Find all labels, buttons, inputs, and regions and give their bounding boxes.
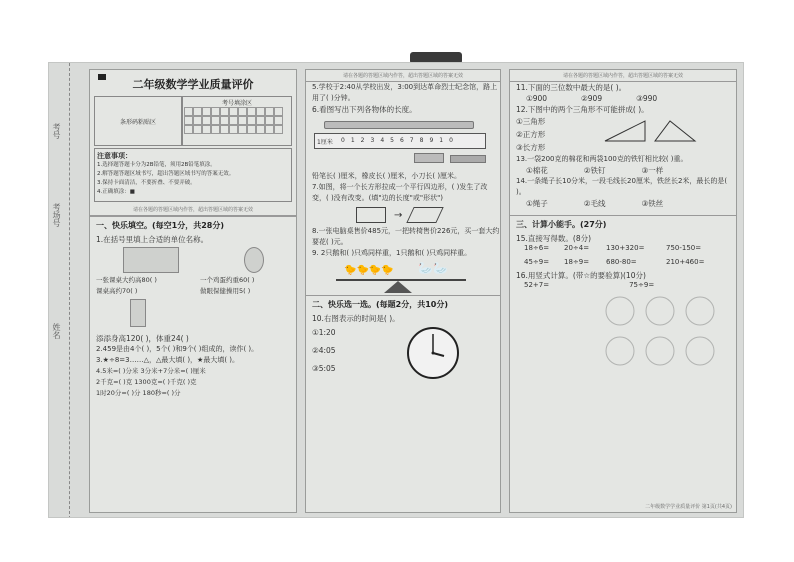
notes-box — [94, 148, 292, 202]
question-9: 9. 2只鹅和( )只鸡同样重，1只鹅和( )只鸡同样重。 — [312, 249, 472, 257]
eraser-image — [414, 153, 444, 163]
section-1-heading: 一、快乐填空。(每空1分，共28分) — [90, 216, 296, 234]
answer-area-note: 请在各题的答题区域内作答，超出答题区域的答案无效 — [90, 204, 296, 216]
page-footer: 二年级数学学业质量评价 第1页(共4页) — [645, 504, 732, 510]
question-2: 2.459是由4个( )，5个( )和9个( )组成的，读作( )。 — [96, 345, 259, 353]
margin-name: 姓名 — [52, 323, 61, 339]
margin-kaohao: 考号 — [52, 123, 61, 139]
calc-item: 130+320= — [606, 244, 645, 252]
column-3 — [509, 69, 737, 513]
calc-item: 750-150= — [666, 244, 702, 252]
question-7: 7.如图，将一个长方形拉成一个平行四边形，( )发生了改变，( )没有改变。(填"边的长度"或"形状") — [312, 183, 488, 202]
q10-option-2[interactable]: ②4:05 — [312, 346, 336, 355]
triangles-figure — [600, 115, 700, 145]
kaohao-label: 考号填涂区 — [221, 100, 252, 107]
goose-icons: 🦢🦢 — [418, 261, 448, 275]
question-1a: 一张课桌大约高80( ) — [96, 276, 157, 284]
ruler-figure — [314, 117, 492, 169]
calc-item: 680-80= — [606, 258, 637, 266]
clock-icon — [406, 326, 460, 380]
question-1d: 做眼保健操用5( ) — [200, 287, 251, 295]
question-11: 11.下面的三位数中最大的是( )。 — [516, 83, 627, 92]
q14-option-1[interactable]: ①绳子 — [526, 199, 548, 208]
margin-kaochang: 考场号 — [52, 203, 61, 227]
question-13: 13.一袋200克的棉花和两袋100克的铁钉相比较( )重。 — [516, 155, 688, 163]
question-15: 15.直接写得数。(8分) — [516, 234, 592, 243]
q12-option-2[interactable]: ②正方形 — [516, 130, 546, 139]
egg-image — [244, 247, 264, 273]
question-1b: 一个鸡蛋约重60( ) — [200, 276, 255, 284]
ruler-unit-label: 1厘米 — [317, 139, 333, 146]
question-4b: 2千克=( )克 1300克=( )千克( )克 — [96, 378, 197, 386]
ruler — [314, 133, 486, 149]
question-10: 10.右图表示的时间是( )。 — [312, 314, 400, 323]
ruler-ticks: 012345678910 — [341, 137, 459, 144]
question-16: 16.用竖式计算。(带☆的要验算)(10分) — [516, 271, 646, 280]
question-1c: 课桌高约70( ) — [96, 287, 138, 295]
faint-clocks — [510, 289, 736, 379]
column-2 — [305, 69, 501, 513]
arrow-icon: → — [394, 209, 403, 221]
q11-option-2[interactable]: ②909 — [581, 94, 603, 103]
q14-option-3[interactable]: ③铁丝 — [641, 199, 664, 208]
calc-item: 18÷9= — [564, 258, 590, 266]
q14-option-2[interactable]: ②毛线 — [583, 199, 606, 208]
answer-sheet — [48, 62, 744, 518]
note-4: 4.正确填涂：■ — [97, 189, 135, 195]
knife-image — [450, 155, 486, 163]
child-image — [130, 299, 146, 327]
calc-item: 210+460= — [666, 258, 705, 266]
rectangle-shape — [356, 207, 386, 223]
balance-figure — [326, 259, 480, 295]
parallelogram-shape — [407, 207, 444, 223]
chick-icons: 🐤🐤🐤🐤 — [344, 265, 394, 276]
question-6a: 铅笔长( )厘米，橡皮长( )厘米，小刀长( )厘米。 — [312, 172, 462, 180]
desk-image — [123, 247, 179, 273]
q12-option-1[interactable]: ①三角形 — [516, 117, 546, 126]
notes-title: 注意事项： — [97, 152, 132, 160]
q12-option-3[interactable]: ③长方形 — [516, 143, 546, 152]
vertical-calc-1: 52+7= — [524, 281, 550, 289]
q10-option-3[interactable]: ③5:05 — [312, 364, 336, 373]
question-1e: 添添身高120( )，体重24( ) — [96, 334, 189, 343]
question-4a: 4.5米=( )分米 3分米+7分米=( )厘米 — [96, 367, 206, 375]
q13-option-3[interactable]: ③一样 — [641, 166, 664, 175]
note-3: 3.保持卡面清洁，不要折叠、不要弄破。 — [97, 180, 196, 186]
binding-line — [69, 63, 70, 518]
question-3: 3.★÷8=3……△，△最大填( )，★最大填( )。 — [96, 356, 240, 364]
q10-option-1[interactable]: ①1:20 — [312, 328, 336, 337]
calc-item: 45÷9= — [524, 258, 550, 266]
q11-option-3[interactable]: ③990 — [636, 94, 658, 103]
locator-mark — [98, 74, 106, 80]
question-4c: 1时20分=( )分 180秒=( )分 — [96, 389, 181, 397]
question-6: 6.看图写出下列各物体的长度。 — [312, 105, 417, 114]
calc-item: 18÷6= — [524, 244, 550, 252]
answer-area-note: 请在各题的答题区域内作答，超出答题区域的答案无效 — [306, 70, 500, 82]
q11-option-1[interactable]: ①900 — [526, 94, 548, 103]
question-1: 1.在括号里填上合适的单位名称。 — [96, 235, 209, 244]
vertical-calc-2: 75÷9= — [629, 281, 655, 289]
answer-area-note: 请在各题的答题区域内作答，超出答题区域的答案无效 — [510, 70, 736, 82]
calc-item: 20÷4= — [564, 244, 590, 252]
exam-title: 二年级数学学业质量评价 — [132, 78, 254, 91]
section-2-heading: 二、快乐选一选。(每题2分，共10分) — [306, 295, 500, 313]
q13-option-1[interactable]: ①棉花 — [526, 166, 548, 175]
barcode-area: 条形码粘贴区 — [94, 96, 182, 146]
q13-option-2[interactable]: ②铁钉 — [583, 166, 606, 175]
note-1: 1.选择题答题卡分为2B铅笔，须用2B铅笔填涂。 — [97, 162, 216, 168]
question-12: 12.下图中的两个三角形不可能拼成( )。 — [516, 105, 649, 114]
question-5: 5.学校于2:40从学校出发，3:00到达革命烈士纪念馆，路上用了( )分钟。 — [312, 83, 498, 102]
pencil-image — [324, 121, 474, 129]
kaohao-grid[interactable] — [182, 96, 292, 146]
note-2: 2.解答题答题区域书写，超出答题区域书写的答案无效。 — [97, 171, 235, 177]
question-8: 8.一张电脑桌售价485元，一把转椅售价226元，买一套大约要花( )元。 — [312, 227, 500, 246]
question-14: 14.一条绳子长10分米，一段毛线长20厘米，铁丝长2米，最长的是( )。 — [516, 177, 728, 196]
column-1 — [89, 69, 297, 513]
section-3-heading: 三、计算小能手。(27分) — [510, 215, 736, 233]
